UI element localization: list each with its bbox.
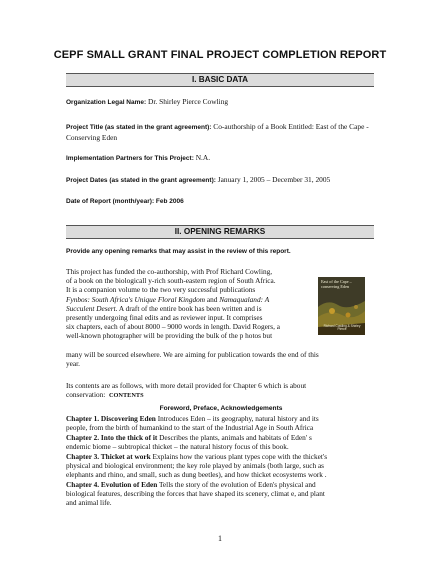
org-name-label: Organization Legal Name: bbox=[66, 99, 147, 106]
para-line: well-known photographer will be providing the bulk of the p hotos but bbox=[66, 331, 273, 341]
para-line: many will be sourced elsewhere. We are aiming for publication towards the end of this bbox=[66, 350, 319, 359]
book-namaqualand-title: Namaqualand: A bbox=[219, 294, 270, 304]
para-line: presently undergoing final edits and as reviewer input. It comprises bbox=[66, 313, 263, 323]
partners-field bbox=[66, 153, 376, 164]
para-line: year. bbox=[66, 359, 80, 369]
chapter-1-title: Chapter 1. Discovering Eden bbox=[66, 414, 156, 423]
report-title: CEPF SMALL GRANT FINAL PROJECT COMPLETION REPORT bbox=[53, 49, 387, 61]
para-line: conservation: CONTENTS bbox=[66, 390, 144, 400]
org-name-field bbox=[66, 97, 376, 108]
para-line: Fynbos: South Africa's Unique Floral Kingdom and Namaqualand: A bbox=[66, 294, 270, 304]
partners-value: N.A. bbox=[193, 153, 211, 162]
contents-front-matter: Foreword, Preface, Acknowledgements bbox=[159, 405, 283, 412]
book-cover-title: East of the Cape – conserving Eden bbox=[321, 279, 352, 289]
chapter-2-title: Chapter 2. Into the thick of it bbox=[66, 433, 158, 442]
para-line: Succulent Desert. A draft of the entire book has been written and is bbox=[66, 303, 262, 313]
chapter-1: Chapter 1. Discovering Eden Introduces Eden – its geography, natural history and its people, from the birth of humankind to the start of the Industrial Age in South Africa bbox=[66, 414, 319, 433]
contents-label: CONTENTS bbox=[108, 392, 144, 400]
book-fynbos-title: Fynbos: South Africa's Unique Floral Kingdom bbox=[66, 294, 206, 304]
project-title-label: Project Title (as stated in the grant agreement): bbox=[66, 124, 212, 131]
book-cover-image bbox=[318, 277, 365, 335]
chapter-2: Chapter 2. Into the thick of it Describes the plants, animals and habitats of Eden' s endemic biome – subtropical thicket – the natural history focus of this book. bbox=[66, 433, 312, 452]
book-cover-authors: Richard Cowling & Shirley Pierce bbox=[323, 323, 361, 332]
book-namaqualand-subtitle: Succulent Desert bbox=[66, 303, 116, 313]
para-line: six chapters, each of about 8000 – 9000 words in length. David Rogers, a bbox=[66, 322, 280, 332]
org-name-value: Dr. Shirley Pierce Cowling bbox=[146, 97, 229, 106]
para-line: of a book on the biologicall y-rich south-eastern region of South Africa. bbox=[66, 276, 276, 286]
opening-remarks-prompt: Provide any opening remarks that may assist in the review of this report. bbox=[66, 248, 291, 255]
chapter-3-title: Chapter 3. Thicket at work bbox=[66, 452, 151, 461]
chapter-3: Chapter 3. Thicket at work Explains how the various plant types cope with the thicket's physical and biological environment; the key role played by animals (both large, such as elephants and rhino, and small, such as dung beetles), and how thicket ecosystems work . bbox=[66, 452, 328, 480]
opening-paragraph bbox=[66, 267, 316, 341]
contents-intro bbox=[66, 381, 376, 400]
section-opening-remarks: II. OPENING REMARKS bbox=[66, 225, 374, 239]
page-number: 1 bbox=[218, 534, 222, 543]
para-line: It is a companion volume to the two very successful publications bbox=[66, 285, 256, 295]
report-date-field bbox=[66, 196, 376, 207]
para-line: This project has funded the co-authorship, with Prof Richard Cowling, bbox=[66, 267, 273, 276]
opening-paragraph-end bbox=[66, 350, 376, 368]
report-date-value: Feb 2006 bbox=[154, 198, 184, 205]
report-date-label: Date of Report (month/year): bbox=[66, 198, 155, 205]
project-dates-field bbox=[66, 175, 376, 186]
chapter-4: Chapter 4. Evolution of Eden Tells the story of the evolution of Eden's physical and biological features, describing the forces that have shaped its scenery, climat e, and plant and animal life. bbox=[66, 480, 325, 508]
project-title-value: Co-authorship of a Book Entitled: East of the Cape - Conserving Eden bbox=[66, 122, 369, 142]
section-basic-data: I. BASIC DATA bbox=[66, 73, 374, 87]
para-line: Its contents are as follows, with more detail provided for Chapter 6 which is about bbox=[66, 381, 307, 390]
partners-label: Implementation Partners for This Project: bbox=[66, 155, 194, 162]
project-dates-value: January 1, 2005 – December 31, 2005 bbox=[215, 175, 331, 184]
chapter-4-title: Chapter 4. Evolution of Eden bbox=[66, 480, 158, 489]
project-dates-label: Project Dates (as stated in the grant agreement): bbox=[66, 177, 216, 184]
project-title-field bbox=[66, 122, 376, 142]
